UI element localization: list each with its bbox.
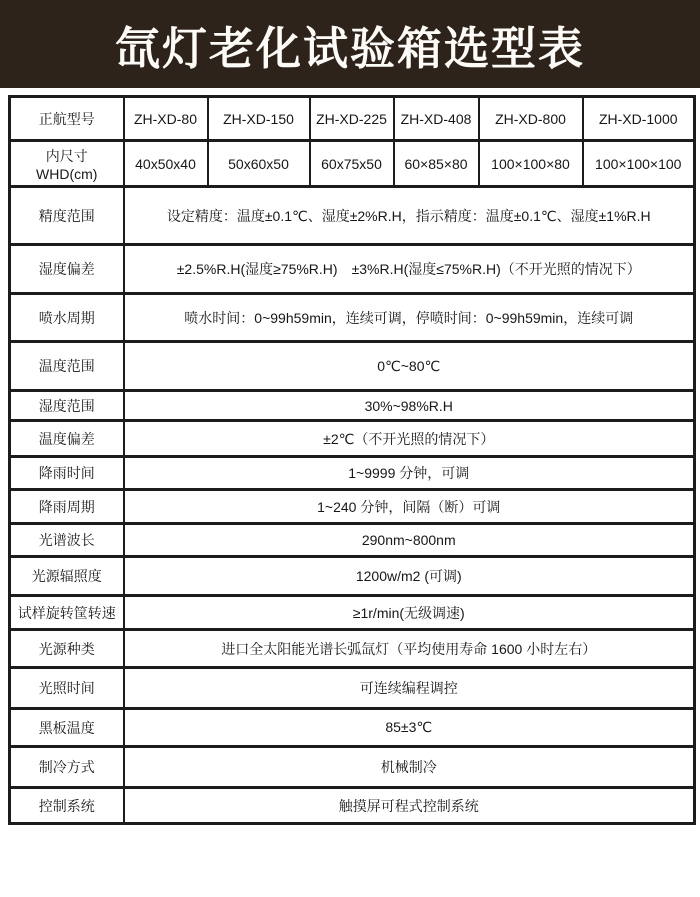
spec-value-cell: 机械制冷 — [124, 747, 695, 788]
size-value-cell: 100×100×100 — [583, 141, 695, 187]
page-title: 氙灯老化试验箱选型表 — [114, 21, 585, 75]
row-label: 降雨时间 — [10, 457, 124, 490]
model-value-cell: ZH-XD-1000 — [583, 97, 695, 141]
table-row-model — [10, 97, 695, 141]
row-label: 控制系统 — [10, 788, 124, 824]
spec-value-cell: 0℃~80℃ — [124, 342, 695, 391]
page-banner — [0, 0, 700, 88]
table-row — [10, 342, 695, 391]
spec-table — [8, 95, 696, 825]
table-row — [10, 187, 695, 245]
table-row — [10, 788, 695, 824]
row-label: 光照时间 — [10, 668, 124, 709]
row-label: 光源种类 — [10, 630, 124, 668]
spec-value-cell: ≥1r/min(无级调速) — [124, 596, 695, 630]
row-label: 光源辐照度 — [10, 557, 124, 596]
row-label: 温度范围 — [10, 342, 124, 391]
table-row — [10, 391, 695, 421]
size-value-cell: 40x50x40 — [124, 141, 208, 187]
table-row-size — [10, 141, 695, 187]
row-label: 制冷方式 — [10, 747, 124, 788]
spec-value-cell: 设定精度：温度±0.1℃、湿度±2%R.H，指示精度：温度±0.1℃、湿度±1%R.H — [124, 187, 695, 245]
table-row — [10, 524, 695, 557]
spec-value-cell: 触摸屏可程式控制系统 — [124, 788, 695, 824]
model-value-cell: ZH-XD-80 — [124, 97, 208, 141]
spec-table-container — [8, 95, 693, 825]
table-row — [10, 245, 695, 294]
spec-value-cell: 290nm~800nm — [124, 524, 695, 557]
row-label: 试样旋转筐转速 — [10, 596, 124, 630]
row-label: 黑板温度 — [10, 709, 124, 747]
model-value-cell: ZH-XD-800 — [479, 97, 583, 141]
table-row — [10, 294, 695, 342]
spec-value-cell: 1~9999 分钟，可调 — [124, 457, 695, 490]
model-value-cell: ZH-XD-150 — [208, 97, 310, 141]
size-value-cell: 60x75x50 — [310, 141, 394, 187]
model-value-cell: ZH-XD-225 — [310, 97, 394, 141]
spec-value-cell: 1~240 分钟，间隔（断）可调 — [124, 490, 695, 524]
size-value-cell: 50x60x50 — [208, 141, 310, 187]
row-label: 精度范围 — [10, 187, 124, 245]
table-row — [10, 630, 695, 668]
spec-value-cell: 30%~98%R.H — [124, 391, 695, 421]
spec-value-cell: 85±3℃ — [124, 709, 695, 747]
table-row — [10, 557, 695, 596]
spec-value-cell: 1200w/m2 (可调) — [124, 557, 695, 596]
row-label: 温度偏差 — [10, 421, 124, 457]
spec-value-cell: ±2.5%R.H(湿度≥75%R.H) ±3%R.H(湿度≤75%R.H)（不开光照的情况下） — [124, 245, 695, 294]
table-row — [10, 596, 695, 630]
table-row — [10, 668, 695, 709]
row-label: 湿度范围 — [10, 391, 124, 421]
row-label: 光谱波长 — [10, 524, 124, 557]
size-value-cell: 100×100×80 — [479, 141, 583, 187]
spec-value-cell: 喷水时间：0~99h59min，连续可调，停喷时间：0~99h59min，连续可调 — [124, 294, 695, 342]
table-row — [10, 709, 695, 747]
table-row — [10, 747, 695, 788]
model-value-cell: ZH-XD-408 — [394, 97, 479, 141]
spec-value-cell: 进口全太阳能光谱长弧氙灯（平均使用寿命 1600 小时左右） — [124, 630, 695, 668]
row-label: 喷水周期 — [10, 294, 124, 342]
row-label: 正航型号 — [10, 97, 124, 141]
spec-value-cell: 可连续编程调控 — [124, 668, 695, 709]
size-value-cell: 60×85×80 — [394, 141, 479, 187]
row-label: 湿度偏差 — [10, 245, 124, 294]
row-label: 降雨周期 — [10, 490, 124, 524]
spec-value-cell: ±2℃（不开光照的情况下） — [124, 421, 695, 457]
table-row — [10, 457, 695, 490]
table-row — [10, 421, 695, 457]
table-row — [10, 490, 695, 524]
row-label: 内尺寸 WHD(cm) — [10, 141, 124, 187]
